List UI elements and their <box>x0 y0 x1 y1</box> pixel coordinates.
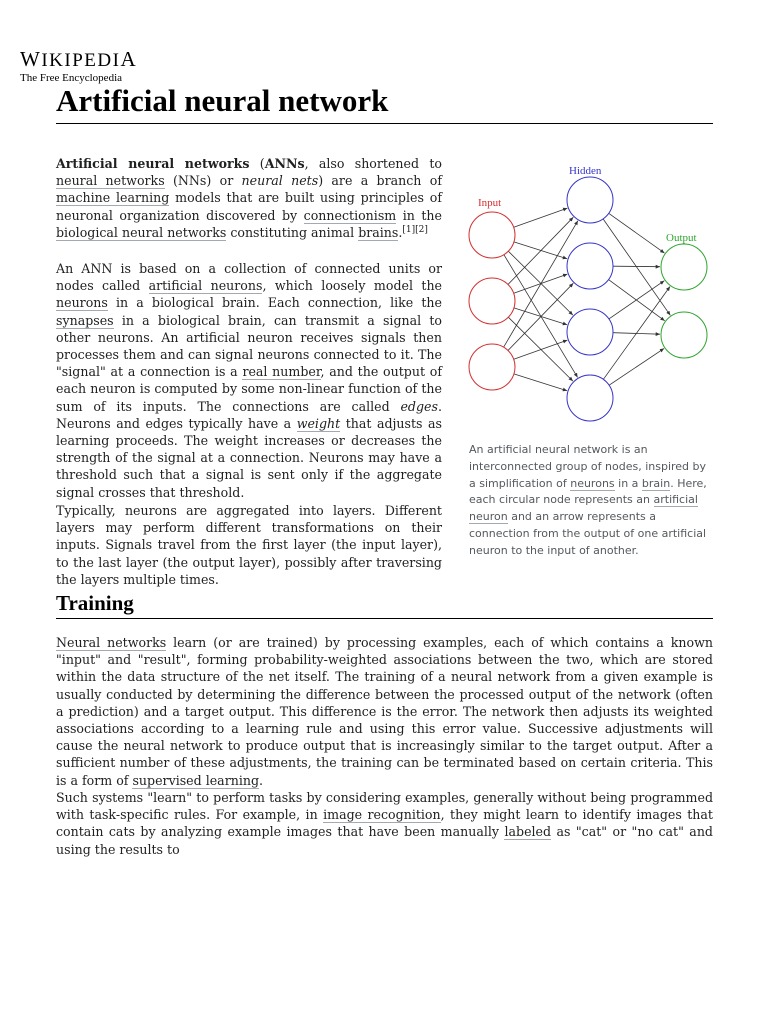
caption-link-brain[interactable]: brain <box>641 476 671 490</box>
connection-arrow <box>508 217 573 284</box>
link-artificial-neurons[interactable]: artificial neurons <box>148 278 263 294</box>
link-real-number[interactable]: real number <box>242 364 321 380</box>
connection-arrow <box>514 242 567 259</box>
section-rule <box>56 618 713 619</box>
label-hidden: Hidden <box>569 165 602 177</box>
link-image-recognition[interactable]: image recognition <box>323 807 441 823</box>
label-input: Input <box>478 197 502 209</box>
wikipedia-logo[interactable] <box>20 48 137 85</box>
neuron-nodes <box>469 177 707 421</box>
training-paragraph-1: Neural networks learn (or are trained) by processing examples, each of which contains a known "input" and "result", forming probability-weighted associations between the two, which are stored within the data structure of the net itself. The training of a neural network from a given example is usually conducted by determining the difference between the processed output of the network (often a prediction) and a target output. This difference is the error. The network then adjusts its weighted associations according to a learning rule and using this error value. Successive adjustments will cause the neural network to produce output that is increasingly similar to the target output. After a sufficient number of these adjustments, the training can be terminated based on certain criteria. This is a form of supervised learning. <box>56 635 713 788</box>
link-labeled[interactable]: labeled <box>504 824 552 840</box>
link-synapses[interactable]: synapses <box>56 312 114 328</box>
bold-term-anns: Artificial neural networks <box>56 156 250 171</box>
reference-2[interactable]: [2] <box>415 224 428 235</box>
section-heading-training: Training <box>56 591 134 615</box>
link-connectionism[interactable]: connectionism <box>303 207 397 223</box>
hidden-neuron <box>567 177 613 223</box>
neural-network-figure[interactable] <box>460 155 715 439</box>
link-machine-learning[interactable]: machine learning <box>56 190 170 206</box>
intro-paragraph-2: An ANN is based on a collection of connected units or nodes called artificial neurons, which loosely model the neurons in a biological brain. Each connection, like the synapses in a biological brain, can transmit a signal to other neurons. An artificial neuron receives signals then processes them and can signal neurons connected to it. The "signal" at a connection is a real number, and the output of each neuron is computed by some non-linear function of the sum of its inputs. The connections are called edges. Neurons and edges typically have a weight that adjusts as learning proceeds. The weight increases or decreases the strength of the signal at a connection. Neurons may have a threshold such that a signal is sent only if the aggregate signal crosses that threshold. <box>56 261 443 500</box>
connection-arrow <box>508 251 573 315</box>
bold-term-abbrev: ANNs <box>264 156 305 171</box>
link-biological-neural-networks[interactable]: biological neural networks <box>56 224 227 240</box>
input-neuron <box>469 344 515 390</box>
italic-neural-nets: neural nets <box>241 173 319 189</box>
reference-1[interactable]: [1] <box>402 224 416 235</box>
link-weight[interactable]: weight <box>296 415 341 431</box>
wikipedia-tagline: The Free Encyclopedia <box>20 72 123 84</box>
link-brains[interactable]: brains <box>358 224 399 240</box>
input-neuron <box>469 278 515 324</box>
page-title: Artificial neural network <box>56 83 389 118</box>
connection-arrow <box>514 374 567 391</box>
connection-arrow <box>613 266 660 267</box>
output-neuron <box>661 312 707 358</box>
output-neuron <box>661 244 707 290</box>
wikipedia-wordmark: WIKIPEDIA <box>20 47 138 71</box>
neural-network-diagram <box>460 155 715 435</box>
connection-arrow <box>508 317 573 381</box>
link-neurons[interactable]: neurons <box>56 295 108 311</box>
hidden-neuron <box>567 375 613 421</box>
caption-link-neurons[interactable]: neurons <box>570 476 615 490</box>
connection-arrow <box>609 348 664 385</box>
hidden-neuron <box>567 243 613 289</box>
link-neural-networks-training[interactable]: Neural networks <box>56 635 167 650</box>
caption-link-artificial-neuron[interactable]: artificial neuron <box>469 493 698 524</box>
link-supervised-learning[interactable]: supervised learning <box>132 772 260 788</box>
connection-arrow <box>514 208 568 227</box>
hidden-neuron <box>567 309 613 355</box>
title-rule <box>56 123 713 124</box>
intro-paragraph-1: Artificial neural networks (ANNs, also shortened to neural networks (NNs) or neural nets) are a branch of machine learning models that are built using principles of neuronal organization discovered by connectionism in the biological neural networks constituting animal brains.[1][2] <box>56 156 443 240</box>
italic-edges: edges <box>400 398 438 414</box>
input-neuron <box>469 212 515 258</box>
connection-arrow <box>514 340 568 359</box>
link-neural-networks[interactable]: neural networks <box>56 173 165 189</box>
connection-arrow <box>609 213 665 253</box>
intro-paragraph-3: Typically, neurons are aggregated into layers. Different layers may perform different transformations on their inputs. Signals travel from the first layer (the input layer), to the last layer (the output layer), possibly after traversing the layers multiple times. <box>56 503 442 587</box>
training-paragraph-2: Such systems "learn" to perform tasks by considering examples, generally without being programmed with task-specific rules. For example, in image recognition, they might learn to identify images that contain cats by analyzing example images that have been manually labeled as "cat" or "no cat" and using the results to <box>56 790 713 857</box>
connection-arrows <box>504 208 671 391</box>
label-output: Output <box>666 232 697 244</box>
connection-arrow <box>508 283 573 350</box>
figure-caption: An artificial neural network is an interconnected group of nodes, inspired by a simplification of neurons in a brain. Here, each circular node represents an artificial neuron and an arrow represents a connection from the output of one artificial neuron to the input of another. <box>469 443 707 557</box>
